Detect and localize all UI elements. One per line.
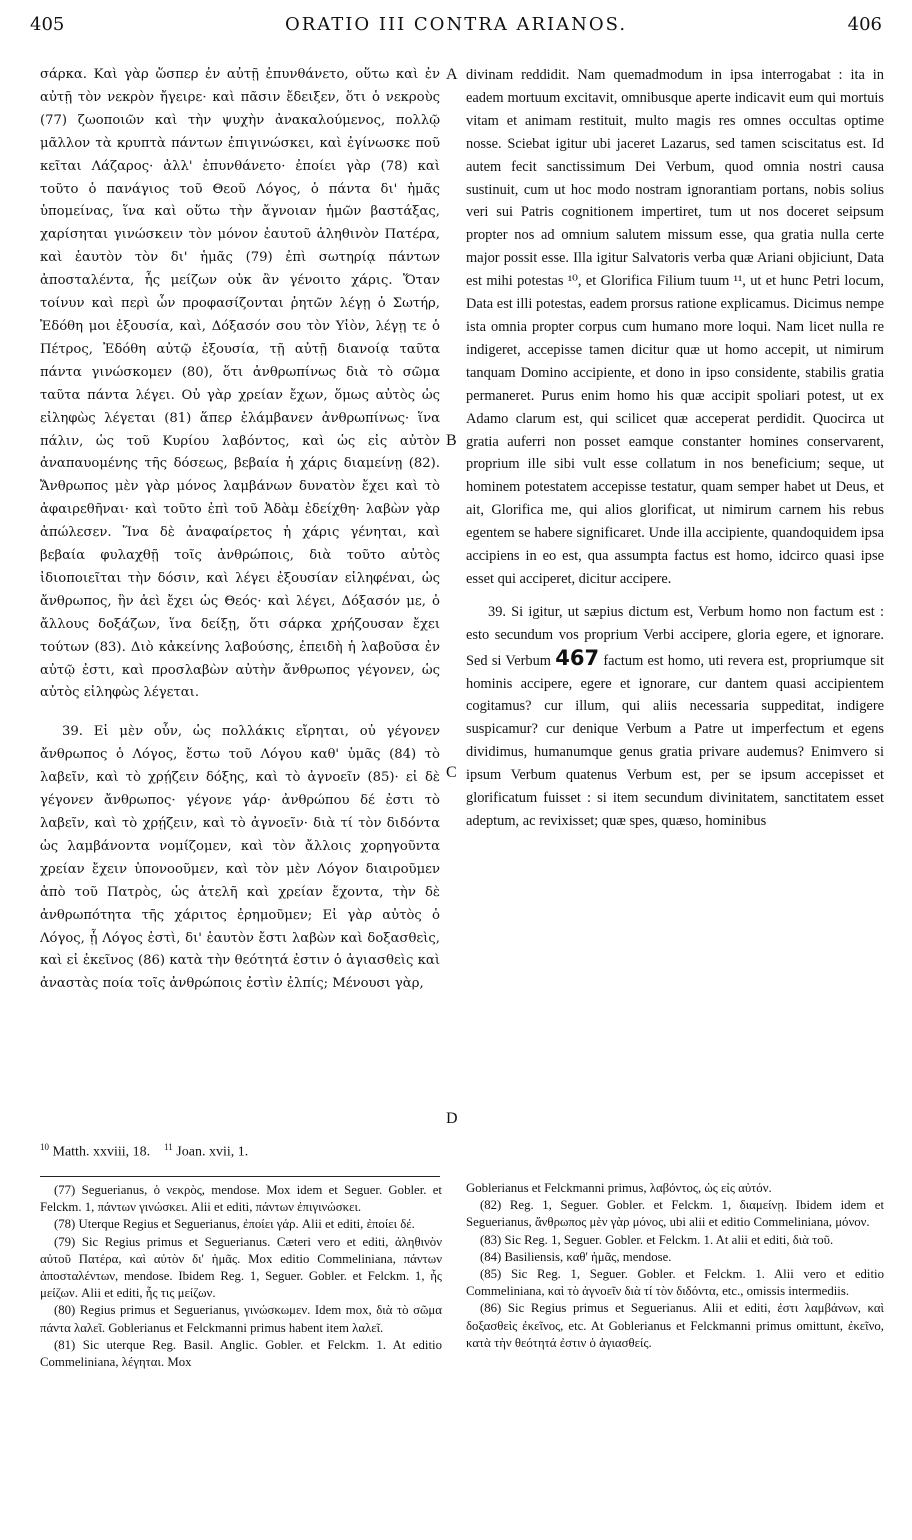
footnote-78: (78) Uterque Regius et Seguerianus, ἐποίει γάρ. Alii et editi, ἐποίει δέ. <box>54 1217 415 1232</box>
latin-paragraph-39-rest: factum est homo, uti revera est, propriumque sit hominis accipere, egere et ignorare, cur dantem quasi accipientem cogitamus? cur illum, qui aliis necessaria suppeditat, indigere suspicamur? cur denique Verbum a Patre ut imperfectum et egens dividimus, humanumque genus gratia privare audemus? Enimvero si ipsum Verbum quatenus Verbum est, per se ipsum accepisset et glorificatum fuisset : si item secundum divinitatem, sanctitatem esset adeptum, ac revixisset; quæ spes, quæso, hominibus <box>466 652 884 829</box>
footnote-86: (86) Sic Regius primus et Seguerianus. Alii et editi, ἐστι λαμβάνων, καὶ δοξασθεὶς ἐκεῖνος, etc. At Goblerianus et Felckmanni primus omittunt, ἐκεῖνο, κατὰ τὴν θεότητά ἐστιν ὁ ἁγιασθείς. <box>466 1301 884 1350</box>
ref-10-text: Matth. xxviii, 18. <box>52 1144 151 1160</box>
footnotes-right <box>466 1180 884 1352</box>
page-number-left: 405 <box>30 14 65 35</box>
footnote-77: (77) Seguerianus, ὁ νεκρὸς, mendose. Mox idem et Seguer. Gobler. et Felckm. 1, πάντων γινώσκει. Alii et editi, πάντων ἐπιγινώσκει. <box>40 1183 442 1215</box>
latin-paragraph-1: divinam reddidit. Nam quemadmodum in ipsa interrogabat : ita in eadem mortuum excitavit, omnibusque aperte indicavit eum qui mortuis vitam et animam restituit, multo magis res omnes occultas optime nosse. Sciebat igitur ubi jaceret Lazarus, sed tamen sciscitatus est. Id autem fecit sanctissimum Dei Verbum, quod omnia nostri causa sustinuit, cum ut hoc modo nostram ignorantiam portans, nobis solius veri sui Patris cognitionem impertiret, tum ut nos doceret seipsum propter nos ad omnium salutem missum esse, qua gratia nulla certe major possit esse. Illa igitur Salvatoris verba quæ Ariani objiciunt, Data est mihi potestas ¹⁰, et Glorifica Filium tuum ¹¹, ut et hunc Petri locum, Data est illi potestas, eadem prorsus ratione explicamus. Dicimus nempe ista omnia propter corpus cum humano more loqui. Nam licet nulla re indigeret, accepisse tamen dicitur quæ ut homo accepit, ut nimirum tanquam Domino accipiente, et dono in ipso considente, stabilis gratia permaneret. Purus enim homo his quæ accipit spoliari potest, ut ex Adamo clarum est, qui scilicet quæ acceperat perdidit. Quocirca ut gratia auferri non posset eamque constanter homines conservarent, proprium ille sibi vult esse collatum in nos beneficium; seque, ut hominem potestatem accepisse testatur, quam semper habet ut Deus, et ait, Glorifica me, qui alios glorificat, ut nimirum carnem his rebus egentem se habere significaret. Unde illa accipiente, quandoquidem ipsa accipiens in eo est, qua assumpta factus est homo, idcirco quasi ipse esset qui acciperet, dicitur accipere. <box>466 67 884 587</box>
greek-paragraph-39: 39. Εἰ μὲν οὖν, ὡς πολλάκις εἴρηται, οὐ γέγονεν ἄνθρωπος ὁ Λόγος, ἔστω τοῦ Λόγου καθ' ὑμᾶς (84) τὸ λαβεῖν, καὶ τὸ χρῄζειν δόξης, καὶ τὸ ἀγνοεῖν (85)· εἰ δὲ γέγονεν ἄνθρωπος· γέγονε γάρ· ἀνθρώπου δέ ἐστι τὸ λαβεῖν, καὶ τὸ χρῄζειν, καὶ τὸ ἀγνοεῖν· διὰ τί τὸν διδόντα ὡς λαμβάνοντα νομίζομεν, καὶ τὸν ἄλλοις χορηγοῦντα χρείαν ἔχειν ὑπονοοῦμεν, καὶ τὸν μὲν Λόγον διαιροῦμεν ἀπὸ τοῦ Πατρὸς, ὡς ἀτελῆ καὶ χρείαν ἔχοντα, τὴν δὲ ἀνθρωπότητα τῆς χάριτος ἐρημοῦμεν; Εἰ γὰρ αὐτὸς ὁ Λόγος, ᾗ Λόγος ἐστὶ, δι' ἑαυτὸν ἔστι λαβὼν καὶ δοξασθεὶς, καὶ εἰ ἐκεῖνος (86) κατὰ τὴν θεότητά ἐστιν ὁ ἁγιασθεὶς καὶ ἀναστὰς ποία τοῖς ἀνθρώποις ἐστὶν ἐλπίς; Μένουσι γὰρ, <box>40 724 440 992</box>
page-header <box>30 14 882 42</box>
latin-paragraph-39 <box>466 601 884 833</box>
greek-column <box>40 64 440 996</box>
footnote-83: (83) Sic Reg. 1, Seguer. Gobler. et Felckm. 1. At alii et editi, διὰ τοῦ. <box>480 1232 834 1247</box>
footnote-84: (84) Basiliensis, καθ' ἡμᾶς, mendose. <box>480 1249 672 1264</box>
ref-11-text: Joan. xvii, 1. <box>176 1144 249 1160</box>
column-number: 467 <box>555 645 600 670</box>
page-number-right: 406 <box>847 14 882 35</box>
footnote-divider <box>40 1176 440 1177</box>
footnote-79: (79) Sic Regius primus et Seguerianus. Cæteri vero et editi, ἀληθινὸν αὐτοῦ Πατέρα, καὶ αὐτὸν δι' ἡμᾶς. Mox editio Commeliniana, πάντων ἀποσταλέντων, mendose. Ibidem Reg. 1, Seguer. Gobler. et Felckm. 1, ἧς μείζων. Alii et editi, ἧς τις μείζων. <box>40 1234 442 1301</box>
ref-10-number: 10 <box>40 1142 49 1152</box>
footnote-81-continued: Goblerianus et Felckmanni primus, λαβόντος, ὡς εἰς αὐτόν. <box>466 1181 772 1195</box>
scripture-references <box>40 1142 440 1161</box>
footnote-85: (85) Sic Reg. 1, Seguer. Gobler. et Felckm. 1. Alii vero et editio Commeliniana, καὶ τὸ ἀγνοεῖν διὰ τί τὸν διδόντα, etc., omissis intermediis. <box>466 1267 884 1299</box>
ref-11-number: 11 <box>164 1142 173 1152</box>
footnote-81: (81) Sic uterque Reg. Basil. Anglic. Gobler. et Felckm. 1. At editio Commeliniana, λέγηται. Mox <box>40 1337 442 1370</box>
footnotes-left <box>40 1182 442 1371</box>
running-title: ORATIO III CONTRA ARIANOS. <box>284 14 628 35</box>
latin-column <box>466 64 884 833</box>
margin-marker-c: C <box>446 764 457 781</box>
footnote-82: (82) Reg. 1, Seguer. Gobler. et Felckm. 1, διαμείνῃ. Ibidem idem et Seguerianus, ἄνθρωπος μὲν γὰρ μόνος, ubi alii et editio Commeliniana, μόνον. <box>466 1198 884 1230</box>
margin-marker-b: B <box>446 432 457 449</box>
footnote-80: (80) Regius primus et Seguerianus, γινώσκωμεν. Idem mox, διὰ τὸ σῶμα πάντα λαλεῖ. Goblerianus et Felckmanni primus habent item λαλεῖ. <box>40 1303 442 1335</box>
margin-marker-d: D <box>446 1110 458 1127</box>
greek-paragraph-1: σάρκα. Καὶ γὰρ ὥσπερ ἐν αὐτῇ ἐπυνθάνετο, οὕτω καὶ ἐν αὐτῇ τὸν νεκρὸν ἤγειρε· καὶ πᾶσιν ἔδειξεν, ὅτι ὁ νεκροὺς (77) ζωοποιῶν καὶ τὴν ψυχὴν ἀνακαλούμενος, πολλῷ μᾶλλον τὰ κρυπτὰ πάντων ἐπιγινώσκει, καὶ ἐγίνωσκε ποῦ κεῖται Λάζαρος· ἀλλ' ἐπυνθάνετο· ἐποίει γὰρ (78) καὶ τοῦτο ὁ πανάγιος τοῦ Θεοῦ Λόγος, ὁ πάντα δι' ἡμᾶς ὑπομείνας, ἵνα καὶ οὕτω τὴν ἄγνοιαν ἡμῶν βαστάξας, χαρίσηται γινώσκειν τὸν μόνον ἑαυτοῦ ἀληθινὸν Πατέρα, καὶ ἑαυτὸν τὸν δι' ἡμᾶς (79) ἐπὶ σωτηρίᾳ πάντων ἀποσταλέντα, ἧς μείζων οὐκ ἂν γένοιτο χάρις. Ὅταν τοίνυν καὶ περὶ ὧν προφασίζονται ῥητῶν λέγῃ ὁ Σωτήρ, Ἐδόθη μοι ἐξουσία, καὶ, Δόξασόν σου τὸν Υἱὸν, λέγῃ τε ὁ Πέτρος, Ἐδόθη αὐτῷ ἐξουσία, τῇ αὐτῇ διανοίᾳ ταῦτα πάντα γινώσκομεν (80), ὅτι ἀνθρωπίνως διὰ τὸ σῶμα ταῦτα πάντα λέγει. Οὐ γὰρ χρείαν ἔχων, ὅμως αὐτὸς ὡς εἰληφὼς λέγεται (81) ἅπερ ἐλάμβανεν ἀνθρωπίνως· ἵνα πάλιν, ὡς τοῦ Κυρίου λαβόντος, καὶ ὡς εἰς αὐτὸν ἀναπαυομένης τῆς δόσεως, βεβαία ἡ χάρις διαμείνῃ (82). Ἄνθρωπος μὲν γὰρ μόνος λαμβάνων δυνατὸν ἔχει καὶ τὸ ἀφαιρεθῆναι· καὶ τοῦτο ἐπὶ τοῦ Ἀδὰμ ἐδείχθη· λαβὼν γὰρ ἀπώλεσεν. Ἵνα δὲ ἀναφαίρετος ἡ χάρις γένηται, καὶ βεβαία φυλαχθῇ τοῖς ἀνθρώποις, διὰ τοῦτο αὐτὸς ἰδιοποιεῖται τὴν δόσιν, καὶ λέγει ἐξουσίαν εἰληφέναι, ὡς ἄνθρωπος, ἣν ἀεὶ ἔχει ὡς Θεός· καὶ λέγει, Δόξασόν με, ὁ ἄλλους δοξάζων, ἵνα δείξῃ, ὅτι σάρκα χρήζουσαν ἔχει τούτων (83). Διὸ κἀκείνης λαβούσης, ἐπειδὴ ἡ λαβοῦσα ἐν αὐτῷ ἐστι, καὶ προσλαβὼν αὐτὴν ἄνθρωπος γέγονεν, ὡς αὐτὸς εἰληφὼς λέγεται. <box>40 67 440 701</box>
margin-marker-a: A <box>446 66 458 83</box>
latin-paragraph-39-start: 39. Si igitur, ut sæpius dictum est, Verbum homo non factum est : esto secundum vos proprium Verbi accipere, gloria egere, et ignorare. Sed si Verbum <box>466 603 884 669</box>
